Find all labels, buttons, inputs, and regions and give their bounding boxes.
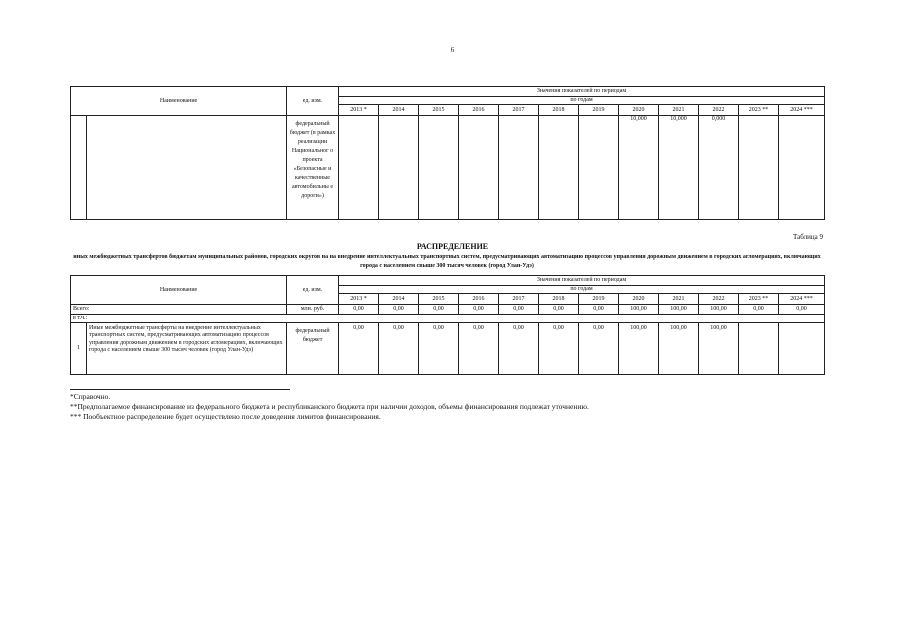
total-unit: млн. руб. [287, 305, 339, 315]
header-unit: ед. изм. [287, 276, 339, 305]
value-cell [419, 116, 459, 220]
value-cell [499, 116, 539, 220]
value-cell [779, 116, 825, 220]
value-cell: 10,000 [619, 116, 659, 220]
year-header: 2013 * [339, 294, 379, 305]
value-cell: 0,00 [459, 323, 499, 375]
value-cell: 0,00 [499, 323, 539, 375]
value-cell [579, 116, 619, 220]
footnotes [70, 392, 589, 422]
header-unit: ед. изм. [287, 87, 339, 116]
value-cell [459, 116, 499, 220]
header-values-title: Значения показателей по периодам [339, 87, 825, 97]
value-cell [539, 116, 579, 220]
value-cell: 100,00 [659, 323, 699, 375]
value-cell: 0,00 [339, 323, 379, 375]
footnote: **Предполагаемое финансирование из федерального бюджета и республиканского бюджета при наличии доходов, объемы финансирования подлежат уточнению. [70, 402, 589, 411]
year-header: 2016 [459, 294, 499, 305]
value-cell: 0,00 [579, 323, 619, 375]
year-header: 2015 [419, 105, 459, 116]
year-header: 2017 [499, 294, 539, 305]
year-header: 2020 [619, 294, 659, 305]
year-header: 2024 *** [779, 294, 825, 305]
year-header: 2013 * [339, 105, 379, 116]
total-value: 0,00 [779, 305, 825, 315]
total-value: 0,00 [739, 305, 779, 315]
total-value: 100,00 [699, 305, 739, 315]
total-value: 100,00 [659, 305, 699, 315]
year-header: 2022 [699, 294, 739, 305]
year-header: 2024 *** [779, 105, 825, 116]
fund-source: федеральный бюджет (в рамках реализации Национальног о проекта «Безопасные и качественные автомобильны е дороги») [287, 116, 339, 220]
year-header: 2014 [379, 294, 419, 305]
value-cell: 100,00 [619, 323, 659, 375]
footnote: *** Пообъектное распределение будет осуществлено после доведения лимитов финансирования. [70, 412, 381, 421]
row-name: Иные межбюджетные трансферты на внедрение интеллектуальных транспортных систем, предусматривающих автоматизацию процессов управления дорожным движением в городских агломерациях, включающих города с населением свыше 300 тысяч человек (город Улан-Удэ) [87, 323, 287, 375]
document-title: РАСПРЕДЕЛЕНИЕ [416, 242, 489, 251]
year-header: 2021 [659, 294, 699, 305]
header-values-title: Значения показателей по периодам [339, 276, 825, 286]
header-by-years: по годам [339, 97, 825, 105]
value-cell [739, 116, 779, 220]
total-value: 100,00 [619, 305, 659, 315]
footnote-separator [70, 389, 290, 390]
header-name: Наименование [71, 87, 287, 116]
value-cell: 0,00 [539, 323, 579, 375]
value-cell [339, 116, 379, 220]
document-subtitle: иных межбюджетных трансфертов бюджетам муниципальных районов, городских округов на на внедрение интеллектуальных транспортных систем, предусматривающих автоматизацию процессов управления дорожным движением в городских агломерациях, включающих города с населением свыше 300 тысяч человек (город Улан-Удэ) [73, 254, 821, 269]
year-header: 2019 [579, 294, 619, 305]
fund-source: федеральный бюджет [287, 323, 339, 375]
value-cell: 0,00 [379, 323, 419, 375]
year-header: 2018 [539, 294, 579, 305]
header-name: Наименование [71, 276, 287, 305]
row-number: 1 [71, 323, 87, 375]
year-header: 2015 [419, 294, 459, 305]
total-value: 0,00 [499, 305, 539, 315]
footnote: *Справочно. [70, 392, 111, 401]
total-value: 0,00 [419, 305, 459, 315]
table-number: Таблица 9 [793, 233, 823, 241]
year-header: 2022 [699, 105, 739, 116]
total-value: 0,00 [579, 305, 619, 315]
header-by-years: по годам [339, 286, 825, 294]
year-header: 2019 [579, 105, 619, 116]
value-cell [739, 323, 779, 375]
value-cell: 0,00 [419, 323, 459, 375]
distribution-table [70, 275, 825, 375]
year-header: 2021 [659, 105, 699, 116]
total-label: Всего: [71, 305, 287, 315]
year-header: 2018 [539, 105, 579, 116]
year-header: 2023 ** [739, 105, 779, 116]
year-header: 2016 [459, 105, 499, 116]
total-value: 0,00 [539, 305, 579, 315]
value-cell: 100,00 [699, 323, 739, 375]
value-cell [779, 323, 825, 375]
value-cell: 0,000 [699, 116, 739, 220]
table-continuation [70, 86, 825, 220]
total-value: 0,00 [379, 305, 419, 315]
value-cell: 10,000 [659, 116, 699, 220]
including-label: в т.ч.: [71, 315, 825, 323]
value-cell [379, 116, 419, 220]
year-header: 2017 [499, 105, 539, 116]
page-number: 6 [450, 46, 455, 54]
year-header: 2014 [379, 105, 419, 116]
year-header: 2020 [619, 105, 659, 116]
total-value: 0,00 [339, 305, 379, 315]
total-value: 0,00 [459, 305, 499, 315]
year-header: 2023 ** [739, 294, 779, 305]
